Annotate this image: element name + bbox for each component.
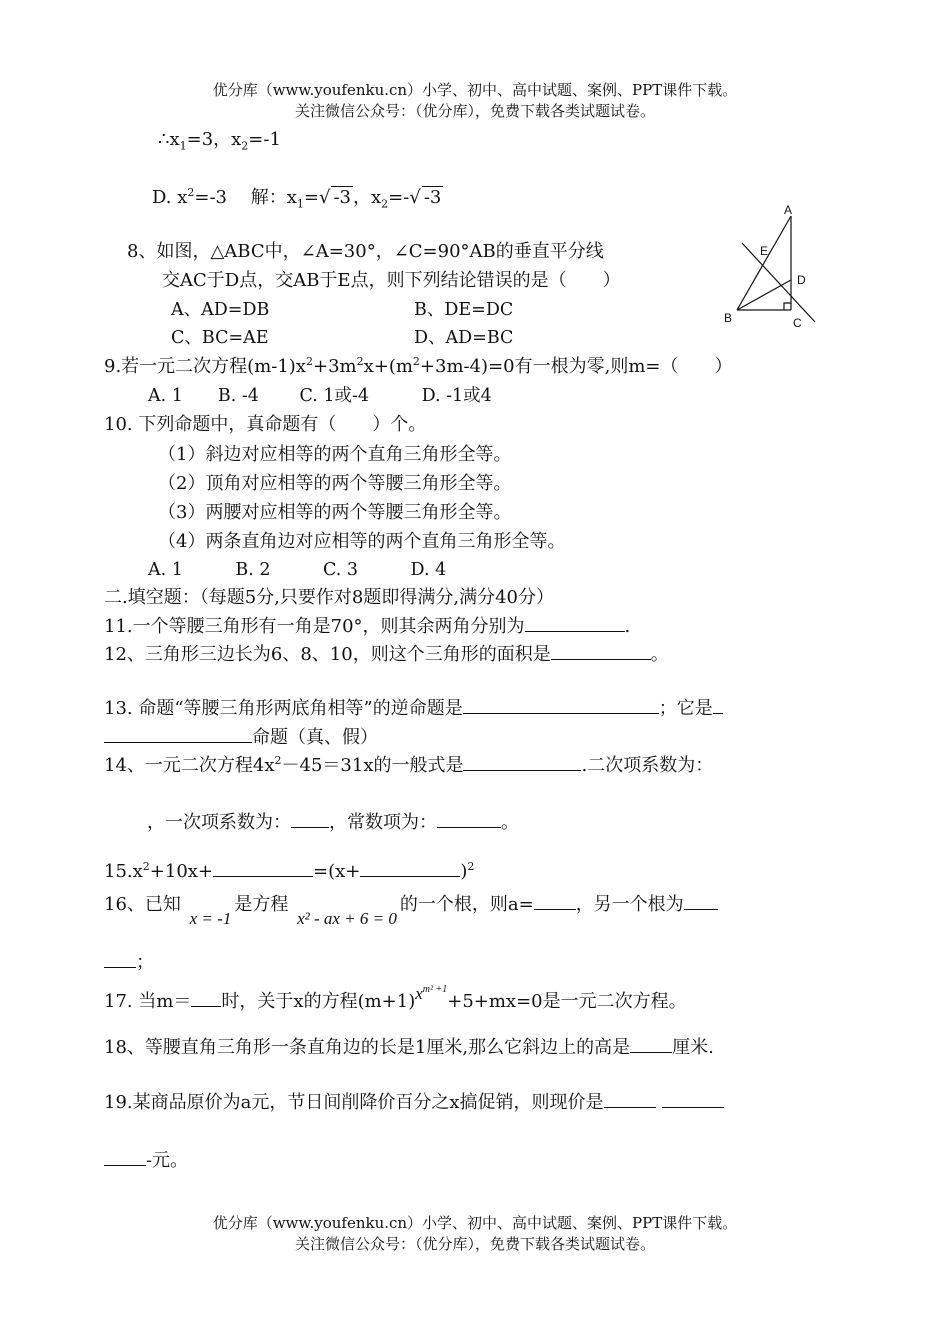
footer-line-2: 关注微信公众号：（优分库），免费下载各类试题试卷。: [294, 1235, 655, 1253]
solution-line: [158, 125, 281, 153]
q18: [104, 1033, 714, 1059]
header-line-1: 优分库（www.youfenku.cn）小学、初中、高中试题、案例、PPT课件下载。: [212, 81, 738, 99]
superscript: 2: [305, 355, 313, 368]
q19-blank-3[interactable]: [104, 1149, 146, 1166]
subscript: 1: [179, 139, 187, 153]
option-d-label: D. x: [152, 187, 188, 208]
therefore-text: ∴x: [158, 129, 180, 150]
subscript: 2: [381, 197, 389, 211]
q9-options: A. 1 B. -4 C. 1或-4 D. -1或4: [148, 386, 492, 406]
q15-text: 15.x: [104, 861, 143, 882]
subscript: 1: [296, 197, 304, 211]
q12-blank[interactable]: [551, 643, 651, 660]
q14-line-2: [147, 808, 519, 834]
q14-text: －45＝31x的一般式是: [281, 755, 464, 776]
q17-text: 17. 当m＝: [104, 991, 192, 1012]
q13-blank-1[interactable]: [463, 697, 659, 714]
q13-blank-2[interactable]: [104, 726, 252, 743]
q19-text: -元。: [146, 1150, 189, 1171]
q13-blank-2-start[interactable]: [713, 697, 723, 714]
q18-text: 厘米.: [672, 1037, 714, 1058]
q12-text: 。: [650, 644, 669, 665]
q16-text: 16、已知: [104, 894, 181, 915]
q10-statement-4: （4）两条直角边对应相等的两个直角三角形全等。: [158, 531, 566, 552]
q8-option-c: C、BC=AE: [171, 328, 269, 348]
q15-blank-2[interactable]: [360, 860, 460, 877]
radicand: -3: [333, 187, 352, 208]
q15-text: =(x+: [313, 861, 361, 882]
q12-text: 12、三角形三边长为6、8、10，则这个三角形的面积是: [104, 644, 551, 665]
q13-text: ；它是: [658, 698, 713, 719]
q17-text: +5+mx=0是一元二次方程。: [447, 991, 687, 1012]
q14-text: ，常数项为：: [329, 812, 437, 833]
q17-exponent: m² +1: [422, 984, 448, 995]
q16-line-2: [104, 948, 154, 974]
label-d: D: [797, 273, 806, 287]
q16-text: 的一个根，则a=: [399, 894, 534, 915]
equation-text: =: [303, 187, 319, 208]
q9-text: +3m: [312, 356, 357, 377]
q19-blank-2[interactable]: [662, 1091, 724, 1108]
q9-stem: [104, 352, 733, 378]
q16-blank-root-cont[interactable]: [104, 951, 136, 968]
radicand: -3: [423, 187, 442, 208]
q11: [104, 612, 630, 638]
q19-line-1: [104, 1088, 724, 1114]
q11-text: .: [624, 616, 631, 637]
q8-option-d: D、AD=BC: [414, 328, 514, 348]
q10-statement-3: （3）两腰对应相等的两个等腰三角形全等。: [158, 502, 512, 523]
q11-text: 11.一个等腰三角形有一角是70°，则其余两角分别为: [104, 616, 525, 637]
value-text: =-1: [248, 129, 281, 150]
q15-text: ): [460, 861, 468, 882]
q8-option-a: A、AD=DB: [171, 300, 270, 320]
q8-option-b: B、DE=DC: [414, 300, 514, 320]
subscript: 2: [241, 139, 249, 153]
q13-text: 13. 命题“等腰三角形两底角相等”的逆命题是: [104, 698, 463, 719]
q14-text: ，一次项系数为：: [147, 812, 291, 833]
q13-line-1: [104, 694, 723, 720]
q14-text: .二次项系数为：: [581, 755, 714, 776]
superscript: 2: [187, 186, 195, 199]
q9-text: +3m-4)=0有一根为零,则m=（ ）: [419, 356, 733, 377]
q14-blank-constant[interactable]: [437, 811, 501, 828]
q19-line-2: [104, 1146, 188, 1172]
q16-text: ，另一个根为: [575, 894, 684, 915]
q15-blank-1[interactable]: [213, 860, 313, 877]
q16-blank-a[interactable]: [534, 893, 576, 910]
q10-statement-2: （2）顶角对应相等的两个等腰三角形全等。: [158, 473, 512, 494]
q17-x: x: [415, 984, 423, 1003]
label-a: A: [784, 203, 793, 217]
q16-blank-root[interactable]: [684, 893, 718, 910]
option-d-line: [152, 183, 443, 211]
q10-stem: 10. 下列命题中，真命题有（ ）个。: [104, 414, 427, 435]
q10-options: A. 1 B. 2 C. 3 D. 4: [148, 560, 447, 580]
q8-line-2: 交AC于D点，交AB于E点，则下列结论错误的是（ ）: [162, 270, 621, 291]
section-2-heading: 二.填空题：（每题5分,只要作对8题即得满分,满分40分）: [104, 587, 554, 608]
q17: [104, 984, 687, 1013]
footer-line-1: 优分库（www.youfenku.cn）小学、初中、高中试题、案例、PPT课件下载。: [212, 1214, 738, 1232]
q16-root-expression: x = -1: [189, 909, 232, 928]
q14-blank-linear[interactable]: [291, 811, 329, 828]
q8-line-1: 8、如图，△ABC中，∠A=30°，∠C=90°AB的垂直平分线: [127, 241, 604, 262]
superscript: 2: [274, 754, 282, 767]
q14-text: 14、一元二次方程4x: [104, 755, 275, 776]
q19-blank-1[interactable]: [604, 1091, 656, 1108]
sqrt-sign: √: [318, 187, 331, 208]
superscript: 2: [467, 860, 475, 873]
label-b: B: [724, 311, 733, 325]
q19-text: 19.某商品原价为a元，节日间削降价百分之x搞促销，则现价是: [104, 1092, 604, 1113]
label-c: C: [793, 316, 802, 330]
superscript: 2: [356, 355, 364, 368]
q9-text: x+(m: [363, 356, 413, 377]
q16-line-1: [104, 890, 718, 928]
q17-blank[interactable]: [191, 990, 221, 1007]
q14-line-1: [104, 751, 713, 777]
superscript: 2: [142, 860, 150, 873]
q17-text: 时，关于x的方程(m+1): [221, 991, 416, 1012]
q15-text: +10x+: [149, 861, 214, 882]
equation-text: =-: [388, 187, 410, 208]
side-ab: [737, 216, 791, 310]
q14-blank-general[interactable]: [463, 754, 581, 771]
equation-text: =-3 解：x: [194, 187, 297, 208]
q16-text: 是方程: [234, 894, 289, 915]
superscript: 2: [412, 355, 420, 368]
q10-statement-1: （1）斜边对应相等的两个直角三角形全等。: [158, 444, 512, 465]
label-e: E: [760, 244, 769, 258]
header-line-2: 关注微信公众号：（优分库），免费下载各类试题试卷。: [294, 102, 655, 120]
sqrt-sign: √: [409, 187, 421, 208]
q16-text: ；: [136, 952, 154, 973]
value-text: =3，x: [186, 129, 242, 150]
q14-text: 。: [501, 812, 519, 833]
q12: [104, 640, 669, 666]
q11-blank[interactable]: [525, 615, 625, 632]
q9-text: 9.若一元二次方程(m-1)x: [104, 356, 306, 377]
triangle-figure: [720, 198, 830, 333]
q18-text: 18、等腰直角三角形一条直角边的长是1厘米,那么它斜边上的高是: [104, 1037, 631, 1058]
q15: [104, 860, 474, 882]
equation-text: ，x: [353, 187, 382, 208]
q13-text: 命题（真、假）: [252, 727, 378, 748]
q13-line-2: [104, 723, 378, 749]
right-angle-mark: [784, 303, 791, 310]
q18-blank[interactable]: [630, 1036, 672, 1053]
q16-equation: x² - ax + 6 = 0: [297, 909, 397, 928]
